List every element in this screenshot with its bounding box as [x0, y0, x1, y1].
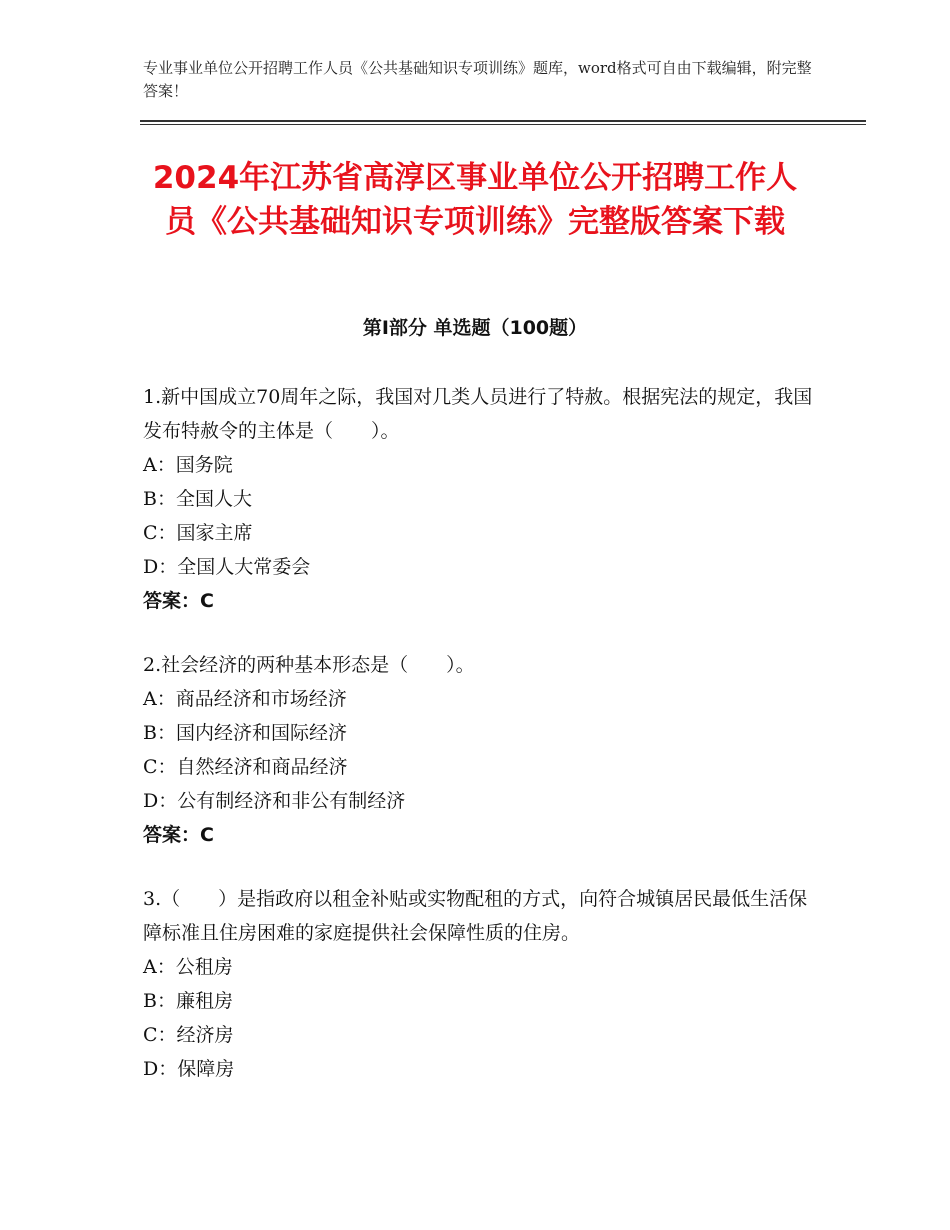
option-b: B：廉租房 — [143, 990, 233, 1012]
option-a: A：公租房 — [143, 956, 233, 978]
option-c: C：国家主席 — [143, 522, 253, 544]
option-d: D：公有制经济和非公有制经济 — [143, 790, 406, 812]
option-d: D：全国人大常委会 — [143, 556, 311, 578]
option-d: D：保障房 — [143, 1058, 235, 1080]
question-3 — [143, 882, 813, 1086]
option-a: A：商品经济和市场经济 — [143, 688, 347, 710]
option-c: C：自然经济和商品经济 — [143, 756, 348, 778]
option-a: A：国务院 — [143, 454, 233, 476]
document-title: 2024年江苏省高淳区事业单位公开招聘工作人员《公共基础知识专项训练》完整版答案下载 — [152, 160, 798, 240]
question-1 — [143, 380, 813, 618]
option-c: C：经济房 — [143, 1024, 234, 1046]
question-2 — [143, 648, 813, 852]
question-stem: 2.社会经济的两种基本形态是（ ）。 — [143, 654, 475, 676]
question-answer: 答案：C — [143, 824, 214, 846]
question-stem: 1.新中国成立70周年之际，我国对几类人员进行了特赦。根据宪法的规定，我国发布特赦令的主体是（ ）。 — [143, 386, 813, 442]
question-stem: 3.（ ）是指政府以租金补贴或实物配租的方式，向符合城镇居民最低生活保障标准且住房困难的家庭提供社会保障性质的住房。 — [143, 888, 808, 944]
page-header-text: 专业事业单位公开招聘工作人员《公共基础知识专项训练》题库，word格式可自由下载编辑，附完整答案！ — [143, 59, 812, 100]
option-b: B：国内经济和国际经济 — [143, 722, 347, 744]
question-list — [143, 380, 813, 1116]
section-title: 第Ⅰ部分 单选题（100题） — [362, 317, 588, 339]
option-b: B：全国人大 — [143, 488, 252, 510]
header-divider — [140, 120, 866, 125]
question-answer: 答案：C — [143, 590, 214, 612]
